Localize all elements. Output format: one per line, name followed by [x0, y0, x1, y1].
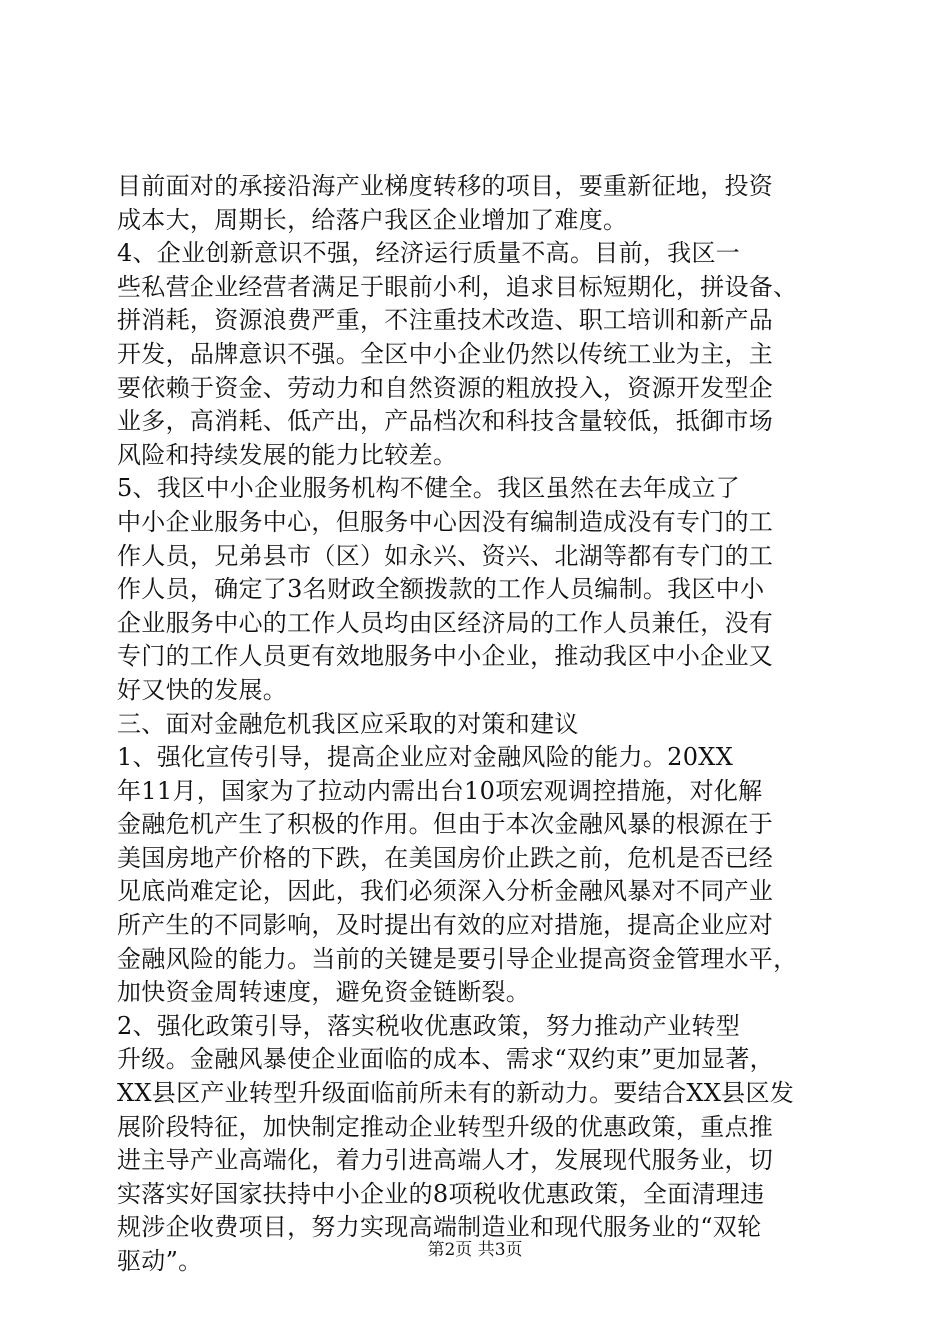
text-line: 年11月，国家为了拉动内需出台10项宏观调控措施，对化解: [117, 776, 763, 805]
text-line: 所产生的不同影响，及时提出有效的应对措施，提高企业应对: [117, 911, 774, 940]
text-line: XX县区产业转型升级面临前所未有的新动力。要结合XX县区发: [117, 1079, 795, 1108]
section-heading: 三、面对金融危机我区应采取的对策和建议: [117, 709, 579, 738]
text-line: 加快资金周转速度，避免资金链断裂。: [117, 978, 531, 1007]
text-line: 展阶段特征，加快制定推动企业转型升级的优惠政策，重点推: [117, 1112, 774, 1141]
page-number: 第2页 共3页: [427, 1240, 523, 1260]
text-line: 进主导产业高端化，着力引进高端人才，发展现代服务业，切: [117, 1146, 774, 1175]
text-line: 开发，品牌意识不强。全区中小企业仍然以传统工业为主，主: [117, 339, 774, 368]
text-line: 1、强化宣传引导，提高企业应对金融风险的能力。20XX: [117, 743, 734, 772]
text-line: 金融风险的能力。当前的关键是要引导企业提高资金管理水平，: [117, 944, 798, 973]
document-body: [117, 170, 837, 1279]
text-line: 好又快的发展。: [117, 675, 288, 704]
text-line: 风险和持续发展的能力比较差。: [117, 440, 458, 469]
text-line: 企业服务中心的工作人员均由区经济局的工作人员兼任，没有: [117, 608, 774, 637]
text-line: 实落实好国家扶持中小企业的8项税收优惠政策，全面清理违: [117, 1179, 765, 1208]
text-line: 专门的工作人员更有效地服务中小企业，推动我区中小企业又: [117, 642, 774, 671]
text-line: 拼消耗，资源浪费严重，不注重技术改造、职工培训和新产品: [117, 306, 774, 335]
text-line: 见底尚难定论，因此，我们必须深入分析金融风暴对不同产业: [117, 877, 774, 906]
text-line: 5、我区中小企业服务机构不健全。我区虽然在去年成立了: [117, 474, 741, 503]
text-line: 要依赖于资金、劳动力和自然资源的粗放投入，资源开发型企: [117, 373, 774, 402]
text-line: 作人员，兄弟县市（区）如永兴、资兴、北湖等都有专门的工: [117, 541, 774, 570]
text-line: 金融危机产生了积极的作用。但由于本次金融风暴的根源在于: [117, 810, 774, 839]
text-line: 些私营企业经营者满足于眼前小利，追求目标短期化，拼设备、: [117, 272, 798, 301]
text-line: 升级。金融风暴使企业面临的成本、需求“双约束”更加显著，: [117, 1045, 774, 1074]
text-line: 目前面对的承接沿海产业梯度转移的项目，要重新征地，投资: [117, 172, 774, 200]
text-line: 规涉企收费项目，努力实现高端制造业和现代服务业的“双轮: [117, 1213, 762, 1242]
page-footer: [0, 1238, 950, 1262]
text-line: 2、强化政策引导，落实税收优惠政策，努力推动产业转型: [117, 1011, 741, 1040]
text-line: 驱动”。: [117, 1247, 203, 1275]
text-line: 中小企业服务中心，但服务中心因没有编制造成没有专门的工: [117, 507, 774, 536]
text-line: 业多，高消耗、低产出，产品档次和科技含量较低，抵御市场: [117, 407, 774, 436]
text-line: 成本大，周期长，给落户我区企业增加了难度。: [117, 205, 628, 234]
text-line: 美国房地产价格的下跌，在美国房价止跌之前，危机是否已经: [117, 843, 774, 872]
text-line: 作人员，确定了3名财政全额拨款的工作人员编制。我区中小: [117, 575, 765, 604]
text-line: 4、企业创新意识不强，经济运行质量不高。目前，我区一: [117, 239, 741, 268]
